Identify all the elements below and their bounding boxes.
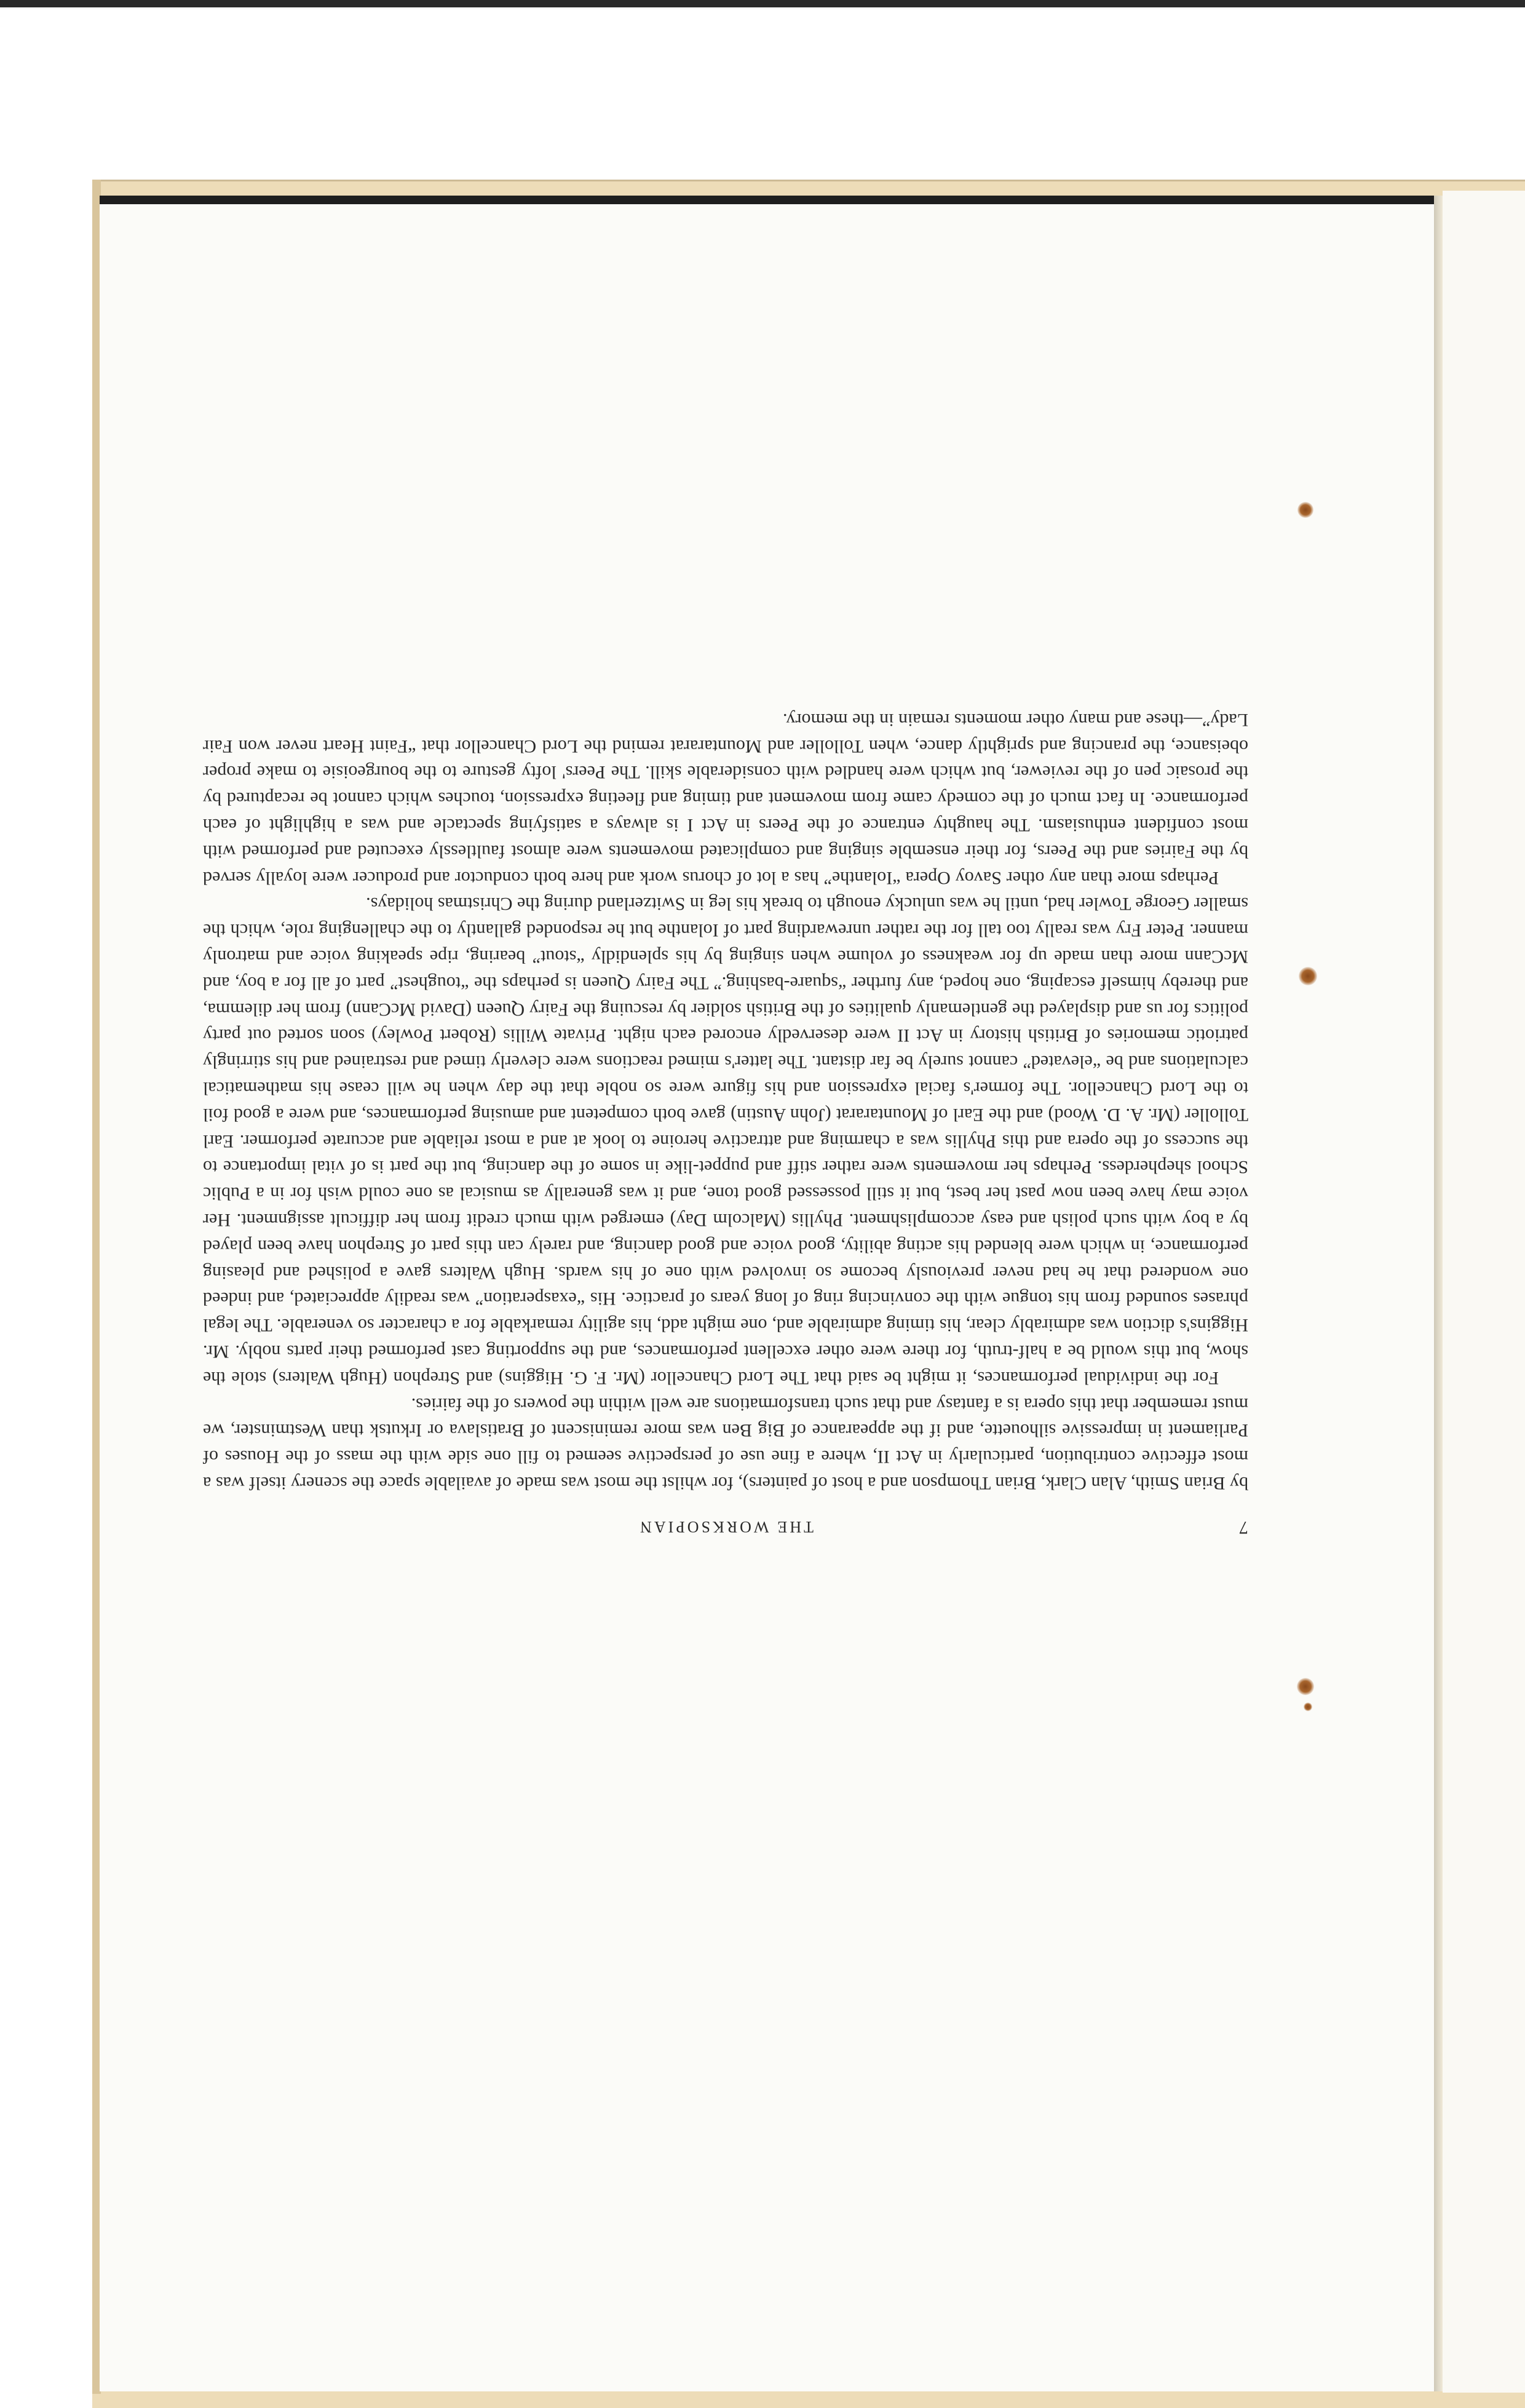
rust-stain <box>1297 502 1313 518</box>
paragraph: For the individual performances, it might be said that The Lord Chancellor (Mr. F. G. Higgins) and Strephon (Hugh Walters) stole the show, but this would be a half-truth, for there were other excellent performances, and the supporting cast performed their parts nobly. Mr. Higgins's diction was admirably clear, his timing admirable and, one might add, his agility remarkable for a character so venerable. The legal phrases sounded from his tongue with the convincing ring of long years of practice. His “exasperation” was readily appreciated, and indeed one wondered that he had never previously become so involved with one of his wards. Hugh Walters gave a polished and pleasing performance, in which were blended his acting ability, good voice and good dancing, and rarely can this part of Strephon have been played by a boy with such polish and easy accomplishment. Phyllis (Malcolm Day) emerged with much credit from her difficult assignment. Her voice may have been now past her best, but it still possessed good tone, and it was generally as musical as one could wish for in a Public School shepherdess. Perhaps her movements were rather stiff and puppet-like in some of the dancing, but the part is of vital importance to the success of the opera and this Phyllis was a charming and attractive heroine to look at and a most reliable and accurate performer. Earl Tolloller (Mr. A. D. Wood) and the Earl of Mountararat (John Austin) gave both competent and amusing performances, and were a good foil to the Lord Chancellor. The former's facial expression and his figure were so noble that the day when he will cease his mathematical calculations and be “elevated” cannot surely be far distant. The latter's mimed reactions were cleverly timed and restrained and his stirringly patriotic memories of British history in Act II were deservedly encored each night. Private Willis (Robert Powley) soon sorted out party politics for us and displayed the gentlemanly qualities of the British soldier by rescuing the Fairy Queen (David McCann) from her dilemma, and thereby himself escaping, one hoped, any further “square-bashing.” The Fairy Queen is perhaps the “toughest” part of all for a boy, and McCann more than made up for weakness of volume when singing by his splendidly “stout” bearing, ripe speaking voice and matronly manner. Peter Fry was really too tall for the rather unrewarding part of Iolanthe but he responded gallantly to the challenging role, which the smaller George Towler had, until he was unlucky enough to break his leg in Switzerland during the Christmas holidays. <box>203 894 1248 1388</box>
running-head <box>203 1517 1248 1538</box>
rust-stain <box>1304 1703 1312 1711</box>
rust-stain <box>1299 967 1317 985</box>
paragraph: Perhaps more than any other Savoy Opera “Iolanthe” has a lot of chorus work and here both conductor and producer were loyally served by the Fairies and the Peers, for their ensemble singing and complicated movements were almost faultlessly executed and performed with most confident enthusiasm. The haughty entrance of the Peers in Act I is always a satisfying spectacle and was a highlight of each performance. In fact much of the comedy came from movement and timing and fleeting expression, touches which cannot be recaptured by the prosaic pen of the reviewer, but which were handled with considerable skill. The Peers' lofty gesture to the bourgeoisie to make proper obeisance, the prancing and sprightly dance, when Tolloller and Mountararat remind the Lord Chancellor that “Faint Heart never won Fair Lady”—these and many other moments remain in the memory. <box>203 709 1248 888</box>
rust-stain <box>1297 1678 1314 1695</box>
paragraph: by Brian Smith, Alan Clark, Brian Thompson and a host of painters), for whilst the most was made of available space the scenery itself was a most effective contribution, particularly in Act II, where a fine use of perspective seemed to fill one side with the mass of the Houses of Parliament in impressive silhouette, and if the appearance of Big Ben was more reminiscent of Bratislava or Irkutsk than Westminster, we must remember that this opera is a fantasy and that such transformations are well within the powers of the fairies. <box>203 1394 1248 1493</box>
rotated-page-text <box>203 467 1248 1538</box>
scan-top-edge <box>0 0 1525 7</box>
facing-page <box>1443 191 1525 2393</box>
book-gutter <box>1434 196 1443 2391</box>
page-number: 7 <box>1239 1517 1248 1538</box>
journal-title: THE WORKSOPIAN <box>638 1518 814 1536</box>
article-body <box>203 706 1248 1496</box>
